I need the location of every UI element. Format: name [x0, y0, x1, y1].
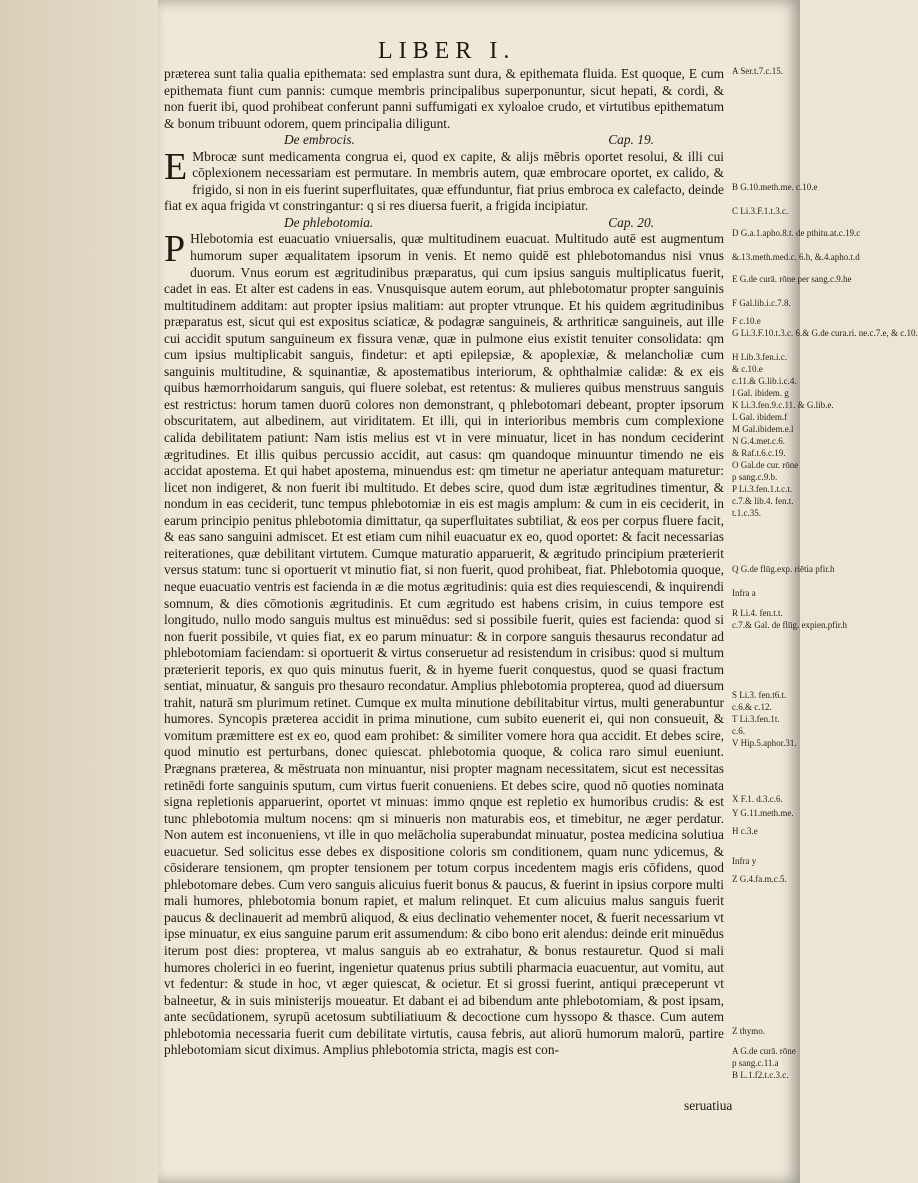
marginal-note: B G.10.meth.me. c.10.e — [732, 182, 818, 192]
section-heading-phlebotomia — [164, 215, 724, 232]
catchword: seruatiua — [684, 1098, 733, 1113]
marginal-note: B L.1.f2.t.c.3.c. — [732, 1070, 789, 1080]
marginal-note: Z thymo. — [732, 1026, 765, 1036]
marginal-note: Infra a — [732, 588, 756, 598]
marginal-note: O Gal.de cur. rōne — [732, 460, 799, 470]
marginal-note: c.7.& lib.4. fen.t. — [732, 496, 794, 506]
marginal-note: p sang.c.9.b. — [732, 472, 778, 482]
marginal-note: D G.a.1.apho.8.t. de pthitu.at.c.19.c — [732, 228, 861, 238]
marginal-note: Infra y — [732, 856, 757, 866]
drop-cap: E — [164, 145, 188, 188]
marginal-note: S Li.3. fen.t6.t. — [732, 690, 787, 700]
marginal-note: C Li.3.F.1.t.3.c. — [732, 206, 789, 216]
paragraph-opening: præterea sunt talia qualia epithemata: sed emplastra sunt dura, & epithemata fluida. Est quoque, E cum epithemata fiunt cum pannis: cumque membris principalibus superponuntur, sicut hepati, & cordi, & non fuerit ibi, quod prohibeat conferunt panni suffumigati ex xyloaloe crudo, et virtutibus epithematum & bonum tribuunt odorem, quem principalia diligunt. — [164, 66, 724, 131]
marginal-note: L Gal. ibidem.f — [732, 412, 788, 422]
marginal-note: V Hip.5.aphor.31. — [732, 738, 797, 748]
chapter-number: Cap. 19. — [608, 132, 654, 148]
marginal-note: c.11.& G.lib.i.c.4. — [732, 376, 797, 386]
marginal-note: & Raf.t.6.c.19. — [732, 448, 786, 458]
body-text — [164, 66, 724, 1059]
section-heading-embrocis — [164, 132, 724, 149]
section-text: Mbrocæ sunt medicamenta congrua ei, quod ex capite, & alijs mēbris oportet resolui, & illi cui cōplexionem necessariam est permutare. In membris autem, quæ embrocare oportet, ex calido, & frigido, si non in eis fuerint superfluitates, quæ effunduntur, fiat prius embroca ex calefacto, deinde fiat ex aqua frigida vt constringantur: q si res diuersa fuerit, a frigida incipiatur. — [164, 148, 724, 214]
marginal-note: F Gal.lib.i.c.7.8. — [732, 298, 791, 308]
section-title: De phlebotomia. — [284, 214, 374, 230]
marginal-note: & c.10.e — [732, 364, 763, 374]
marginal-note: t.1.c.35. — [732, 508, 761, 518]
marginal-note: I Gal. ibidem. g — [732, 388, 789, 398]
marginal-note: A G.de curā. rōne — [732, 1046, 796, 1056]
chapter-number: Cap. 20. — [608, 214, 654, 230]
drop-cap: P — [164, 228, 186, 271]
marginal-note: Z G.4.fa.m.c.5. — [732, 874, 787, 884]
section-text: Hlebotomia est euacuatio vniuersalis, quæ multitudinem euacuat. Multitudo autē est augmentum humorum super æqualitatem ipsorum in venis. Et nemo quidē est phlebotomandus nisi vnus duorum. Vnus eorum est ægritudinibus præparatus, qui cum ipsius sanguis multiplicatus fuerit, cadet in eas. Et alter est cadens in eas. Vnusquisque autem eorum, aut phlebotomatur propter sanguinis multitudinem additam: aut propter ipsius malitiam: aut propter vtrunque. Et his quidem ægritudinibus præparatus est, sicut qui est expositus sciaticæ, & podagræ sanguineis, & arthriticæ sanguineis, aut ille cui accidit sputum sanguineum ex fissura venæ, quæ in pulmone eius existit tenuiter consolidata: qm cum ipsius multiplicabit sanguis, findetur: et apti epilepsiæ, & apoplexiæ, & melancholiæ cum sanguinis multitudine, & squinantiæ, & apostematibus interiorum, & ophthalmiæ calidæ: & ex eis quibus hæmorrhoidarum sanguis, qui fluere solebat, est retentus: & mulieres quibus menstruus sanguis est restrictus: horum tamen duorū colores non demonstrant, q phlebotomari debeant, propter ipsorum obscuritatem, aut albedinem, aut viriditatem. Et illi, qui in interioribus membris cum complexione calida debilitatem patiunt: Nam istis melius est vt in vere minuatur, licet in has nondum ceciderint ægritudines. Et illis quibus percussio accidit, aut casus: qm quandoque minuuntur timendo ne eis accidat apostema. Et qui habet apostema, minuendus est: qm timetur ne aperiatur antequam maturetur: licet non indigeret, & non fuerit ibi multitudo. Et debes scire, quod dum istæ ægritudines timentur, & nondum in eas ceciderit, tunc tempus phlebotomiæ in eis est magis amplum: & cum in eis ceciderit, in earum principio penitus phlebotomia dimittatur, qa superfluitates subtiliat, & eos per corpus fluere facit, & eas sano sanguini admiscet. Et est etiam cum nihil euacuatur ex eo, quod oportet: & facit necessarias reiterationes, quæ debilitant virtutem. Cumque maturatio apparuerit, & ægritudo principium præterierit versus statum: tunc si oportuerit vt minutio fiat, si non fuerit, quod prohibeat, fiat. Phlebotomia quoque, neque euacuatio ventris est facienda in æ die motus ægritudinis: quia est dies requiescendi, & inquirendi somnum, & dies cōmotionis ægritudinis. Et cum ægritudo est habens crisim, in cuius tempore est longitudo, nullo modo sanguis multus est minuēdus: sed si possibile fuerit, quies est facienda: quod si non fuerit possibile, vt quies fiat, ex eo parum minuatur: & in corpore sanguis thesaurus recondatur ad phlebotomiam faciendam: si oportuerit & virtus conseruetur ad resistendum in crisibus: quod si multum præterierit teporis, ex quo quis minutus fuerit, & in hyeme fuerit conquestus, quod se quasi fractum sentiat, minuatur, & sanguis pro thesauro recondatur. Amplius phlebotomia propterea, quod ad diuersum trahit, naturā sm plurimum retinet. Cumque ex multa minutione debilitabitur virtus, multi generabuntur humores. Syncopis præterea accidit in prima minutione, cum subito euenerit ei, qui non consueuit, & vomitum præmittere est ex eo, quod eam prohibet: & similiter vomere hora qua accidit. Et debes scire, quod minutio est perturbans, donec quiescat. phlebotomia quoque, & colica raro simul eueniunt. Prægnans præterea, & mēstruata non minuantur, nisi propter magnam necessitatem, sicut est necessitas retinēdi forte sanguinis sputum, cum virtus fuerit conueniens. Et debes scire, quod nō quoties nominata signa repletionis apparuerint, oportet vt minuas: immo qnque est repletio ex humoribus crudis: & est tunc phlebotomia multum nocens: qm si minueris non maturabis eos, et timebitur, ne æger perdatur. Non autem est inconueniens, vt ille in quo melācholia superabundat minuatur, postea medicina solutiua euacuetur. Sed solicitus esse debes ex dispositione coloris sm conditionem, quam nunc ydicemus, & cōsiderare tensionem, qm propter tensionem per totum corpus incedentem magis eris cōfidens, quod phlebotomare debes. Cum vero sanguis alicuius fuerit bonus & paucus, & fuerint in ipsius corpore multi mali humores, phlebotomia bonum rapiet, et malum relinquet. Et cum alicuius malus sanguis fuerit paucus & declinauerit ad membrū aliquod, & eius declinatio vehementer nocet, & fuerit necessarium vt ipse minuatur, ex eius sanguine parum erit assumendum: & cibo bono erit alendus: deinde erit minuēdus iterum post dies: propterea, vt malus sanguis ab eo extrahatur, & bonus restauretur. Quod si mali humores cholerici in eo fuerint, ingenietur quatenus prius subtili pharmacia euacuentur, aut vomitu, aut vt fedentur: & stude in hoc, vt æger quiescat, & ocietur. Et si grossi fuerint, antiqui præceperunt vt balneetur, & in suis ministerijs moueatur. Et dabant ei ad bibendum ante phlebotomiam, & post ipsam, ante secūdationem, syrupū acetosum subtiliatiuum & decoctione cum hyssopo & thasce. Cum autem phlebotomia necessaria fuerit cum debilitate virtutis, causa febris, aut aliorū humorum malorū, partire phlebotomiam sicut diximus. Amplius phlebotomia stricta, magis est con- — [164, 231, 724, 1058]
running-head: LIBER I. — [378, 38, 516, 64]
page-gutter-shadow — [0, 0, 158, 1183]
section-embrocis-body — [164, 145, 724, 215]
marginal-note: T Li.3.fen.1t. — [732, 714, 780, 724]
section-phlebotomia-body — [164, 228, 724, 1058]
marginal-note: A Ser.t.7.c.15. — [732, 66, 783, 76]
marginal-note: R Li.4. fen.t.t. — [732, 608, 783, 618]
section-title: De embrocis. — [284, 132, 355, 148]
marginal-note: Q G.de flūg.exp. riētia pfir.h — [732, 564, 835, 574]
marginal-note: c.6. — [732, 726, 745, 736]
marginal-note: K Li.3.fen.9.c.11. & G.lib.e. — [732, 400, 834, 410]
marginal-note: E G.de curā. rōne per sang.c.9.he — [732, 274, 852, 284]
marginal-note: c.7.& Gal. de flūg. expien.pfir.h — [732, 620, 847, 630]
marginal-note: c.6.& c.12. — [732, 702, 772, 712]
marginal-note: p sang.c.11.a — [732, 1058, 779, 1068]
marginal-note: X F.1. d.3.c.6. — [732, 794, 783, 804]
marginal-note: H Lib.3.fen.i.c. — [732, 352, 787, 362]
marginal-note: G Li.3.F.10.t.3.c. 6.& G.de cura.ri. ne.c.7.e, & c.10. — [732, 328, 918, 338]
marginal-note: &.13.meth.med.c. 6.h, &.4.apho.t.d — [732, 252, 860, 262]
marginal-note: N G.4.met.c.6. — [732, 436, 785, 446]
marginal-note: H c.3.e — [732, 826, 758, 836]
marginal-note: F c.10.e — [732, 316, 761, 326]
marginal-note: Y G.11.meth.me. — [732, 808, 794, 818]
marginal-note: P Li.3.fen.1.t.c.t. — [732, 484, 793, 494]
marginal-note: M Gal.ibidem.e.l — [732, 424, 794, 434]
